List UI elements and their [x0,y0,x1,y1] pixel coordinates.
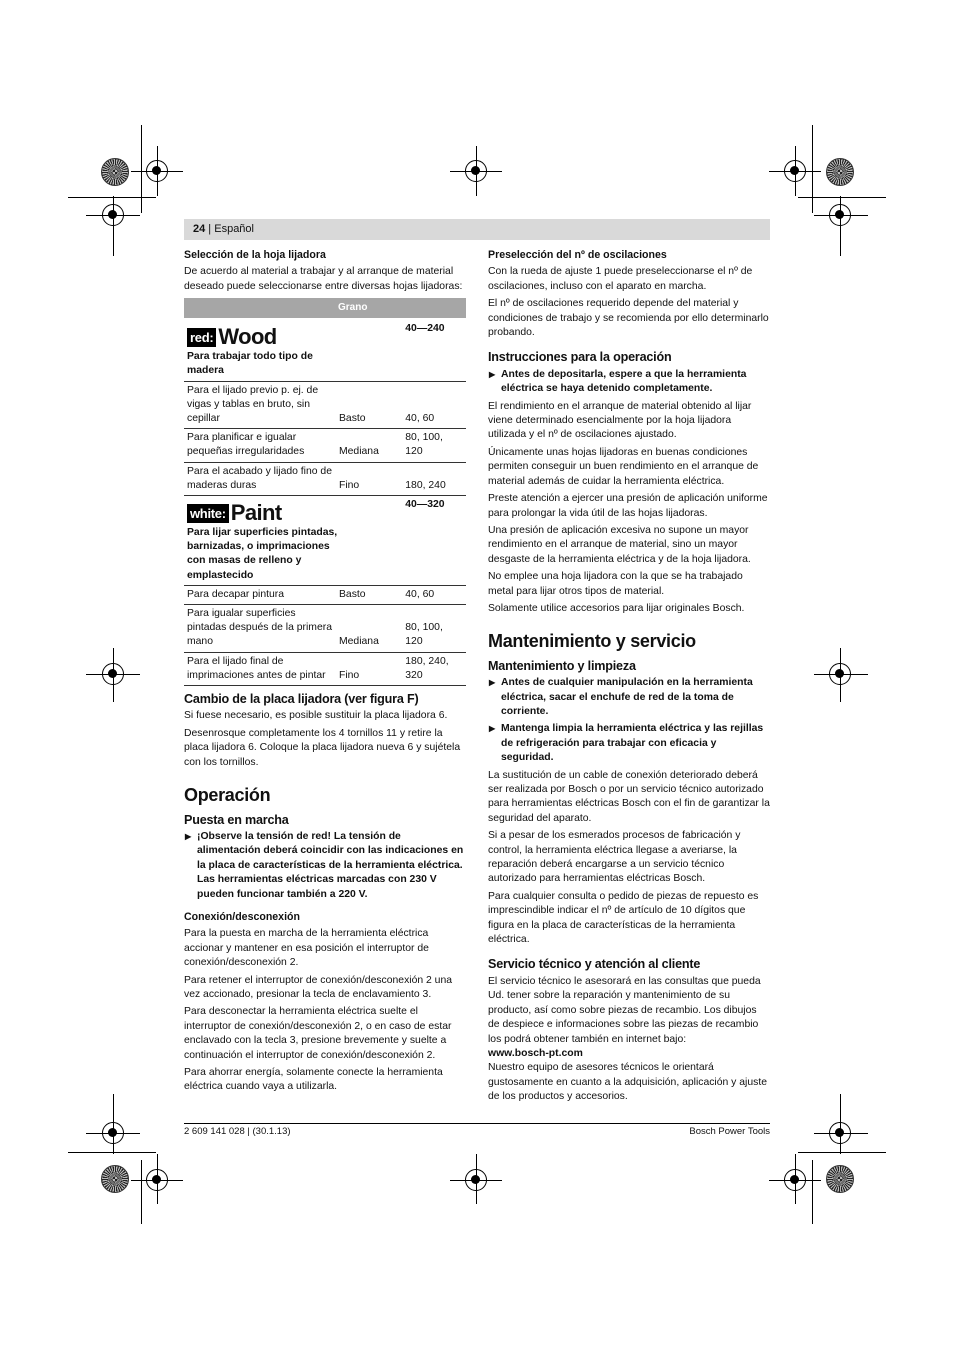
website-link[interactable]: www.bosch-pt.com [488,1047,583,1059]
logo-word: Paint [230,500,282,526]
paragraph: Para retener el interruptor de conexión/desconexión 2 una vez accionado, presionar la tecla de enclavamiento 3. [184,974,453,1000]
paragraph: El servicio técnico le asesorará en las consultas que pueda Ud. tener sobre la reparación y mantenimiento de su producto, así como sobre piezas de recambio. Los dibujos de despiece e informaciones sobre las piezas de recambio los podrá obtener también en internet bajo: [488,975,761,1045]
paragraph: Para cualquier consulta o pedido de piezas de repuesto es imprescindible indicar el nº de artículo de 10 dígitos que figura en la placa de características de la herramienta eléctrica. [488,890,759,946]
section-title-puesta: Puesta en marcha [184,812,289,827]
paragraph: Si fuese necesario, es posible sustituir la placa lijadora 6. [184,710,448,722]
table-row [184,585,466,604]
paragraph: El rendimiento en el arranque de material obtenido al lijar viene determinado esencialmente por la hoja lijadora utilizada y el nº de oscilaciones ajustado. [488,400,752,441]
use-cell: Para el lijado final de imprimaciones antes de pintar [184,652,336,685]
grit-cell: 40, 60 [402,381,466,429]
footer-right: Bosch Power Tools [689,1126,770,1137]
logo-box: white: [187,504,229,523]
warning-bullet: ▶ Antes de cualquier manipulación en la herramienta eléctrica, sacar el enchufe de red de la toma de corriente. [488,676,770,719]
logo-box: red: [187,328,216,347]
paragraph: Nuestro equipo de asesores técnicos le orientará gustosamente en cuanto a la adquisición, aplicación y ajuste de los productos y accesorios. [488,1062,767,1103]
table-header-blank [184,298,336,318]
use-cell: Para el lijado previo p. ej. de vigas y tablas en bruto, sin cepillar [184,381,336,429]
paragraph: Solamente utilice accesorios para lijar originales Bosch. [488,602,745,614]
paragraph: Con la rueda de ajuste 1 puede preseleccionarse el nº de oscilaciones, incluso con el aparato en marcha. [488,266,753,292]
right-column [488,248,770,1108]
paragraph: Únicamente unas hojas lijadoras en buenas condiciones permiten conseguir un buen rendimiento en el arranque de material además de cuidar la herramienta eléctrica. [488,446,759,487]
grit-cell: 40, 60 [402,585,466,604]
use-cell: Para igualar superficies pintadas después de la primera mano [184,605,336,653]
table-row [184,381,466,429]
wood-logo-cell [184,318,336,350]
page-header: 24 | Español [184,219,770,240]
heading-operacion: Operación [184,785,271,806]
paragraph: El nº de oscilaciones requerido depende del material y condiciones de trabajo y se recomienda por ello determinarlo probando. [488,298,769,339]
grade-cell: Mediana [336,429,402,462]
warning-bullet: ▶ Antes de depositarla, espere a que la herramienta eléctrica se haya detenido completamente. [488,368,770,397]
grit-cell: 80, 100, 120 [402,605,466,653]
grade-cell: Mediana [336,605,402,653]
white-paint-logo [187,502,282,524]
section-title-seleccion: Selección de la hoja lijadora [184,249,326,261]
footer-rule [184,1123,770,1124]
paragraph: Para la puesta en marcha de la herramienta eléctrica accionar y mantener en esa posición el interruptor de conexión/desconexión 2. [184,928,429,969]
paragraph: La sustitución de un cable de conexión deteriorado deberá ser realizada por Bosch o por un servicio técnico autorizado para herramientas eléctricas Bosch con el fin de garantizar la seguridad del aparato. [488,769,770,824]
grit-cell: 180, 240, 320 [402,652,466,685]
table-row [184,462,466,495]
footer-left: 2 609 141 028 | (30.1.13) [184,1126,291,1137]
grit-cell: 180, 240 [402,462,466,495]
red-wood-logo [187,326,277,348]
grade-cell: Fino [336,652,402,685]
paragraph: Una presión de aplicación excesiva no supone un mayor rendimiento en el arranque de material, sino un mayor desgaste de la herramienta eléctrica y de la hoja lijadora. [488,524,751,565]
paragraph: Para desconectar la herramienta eléctrica suelte el interruptor de conexión/desconexión 2, o en caso de estar enclavado con la tecla 3, presione brevemente y suelte a continuación el interruptor de conexión/desconexión 2. [184,1006,452,1061]
warning-bullet: ▶ ¡Observe la tensión de red! La tensión de alimentación deberá coincidir con las indicaciones en la placa de características de la herramienta eléctrica. Las herramientas eléctricas marcadas con 230 V pueden funcionar también a 220 V. [184,830,466,902]
paint-logo-cell [184,496,336,527]
wood-description: Para trabajar todo tipo de madera [184,350,466,381]
grade-cell: Basto [336,585,402,604]
paint-description: Para lijar superficies pintadas, barnizadas, o imprimaciones con masas de relleno y emplastecido [184,526,466,585]
wood-range: 40—240 [405,323,445,335]
table-row [184,429,466,462]
warning-bullet: ▶ Mantenga limpia la herramienta eléctrica y las rejillas de refrigeración para trabajar con eficacia y seguridad. [488,722,770,765]
section-title-instrucciones: Instrucciones para la operación [488,350,672,365]
grade-cell: Basto [336,381,402,429]
paragraph: Si a pesar de los esmerados procesos de fabricación y control, la herramienta eléctrica llegase a averiarse, la reparación deberá encargarse a un servicio técnico autorizado para herramientas eléctricas Bosch. [488,830,741,885]
section-title-conexion: Conexión/desconexión [184,910,300,923]
table-row [184,652,466,685]
grade-cell: Fino [336,462,402,495]
left-column [184,248,466,1098]
table-header-grano: Grano [336,298,466,318]
sanding-sheet-table [184,298,466,686]
use-cell: Para planificar e igualar pequeñas irregularidades [184,429,336,462]
use-cell: Para el acabado y lijado fino de maderas duras [184,462,336,495]
header-section: Español [214,223,254,235]
paragraph: Desenrosque completamente los 4 tornillos 11 y retire la placa lijadora 6. Coloque la placa lijadora nueva 6 y sujétela con los tornillos. [184,727,461,768]
section-title-servicio: Servicio técnico y atención al cliente [488,957,701,972]
paragraph: De acuerdo al material a trabajar y al arranque de material deseado puede seleccionarse entre diversas hojas lijadoras: [184,266,463,292]
page-number: 24 [193,223,206,235]
paragraph: No emplee una hoja lijadora con la que se ha trabajado metal para lijar otros tipos de material. [488,571,743,597]
use-cell: Para decapar pintura [184,585,336,604]
heading-mantenimiento: Mantenimiento y servicio [488,631,696,652]
section-title-cambio: Cambio de la placa lijadora (ver figura F) [184,692,419,707]
paragraph: Para ahorrar energía, solamente conecte la herramienta eléctrica cuando vaya a utilizarla. [184,1067,443,1093]
paragraph: Preste atención a ejercer una presión de aplicación uniforme para prolongar la vida útil de las hojas lijadoras. [488,493,768,519]
logo-word: Wood [218,324,277,350]
section-title-preseleccion: Preselección del nº de oscilaciones [488,249,667,261]
table-row [184,605,466,653]
grit-cell: 80, 100, 120 [402,429,466,462]
section-title-limpieza: Mantenimiento y limpieza [488,658,636,673]
paint-range: 40—320 [405,499,445,511]
